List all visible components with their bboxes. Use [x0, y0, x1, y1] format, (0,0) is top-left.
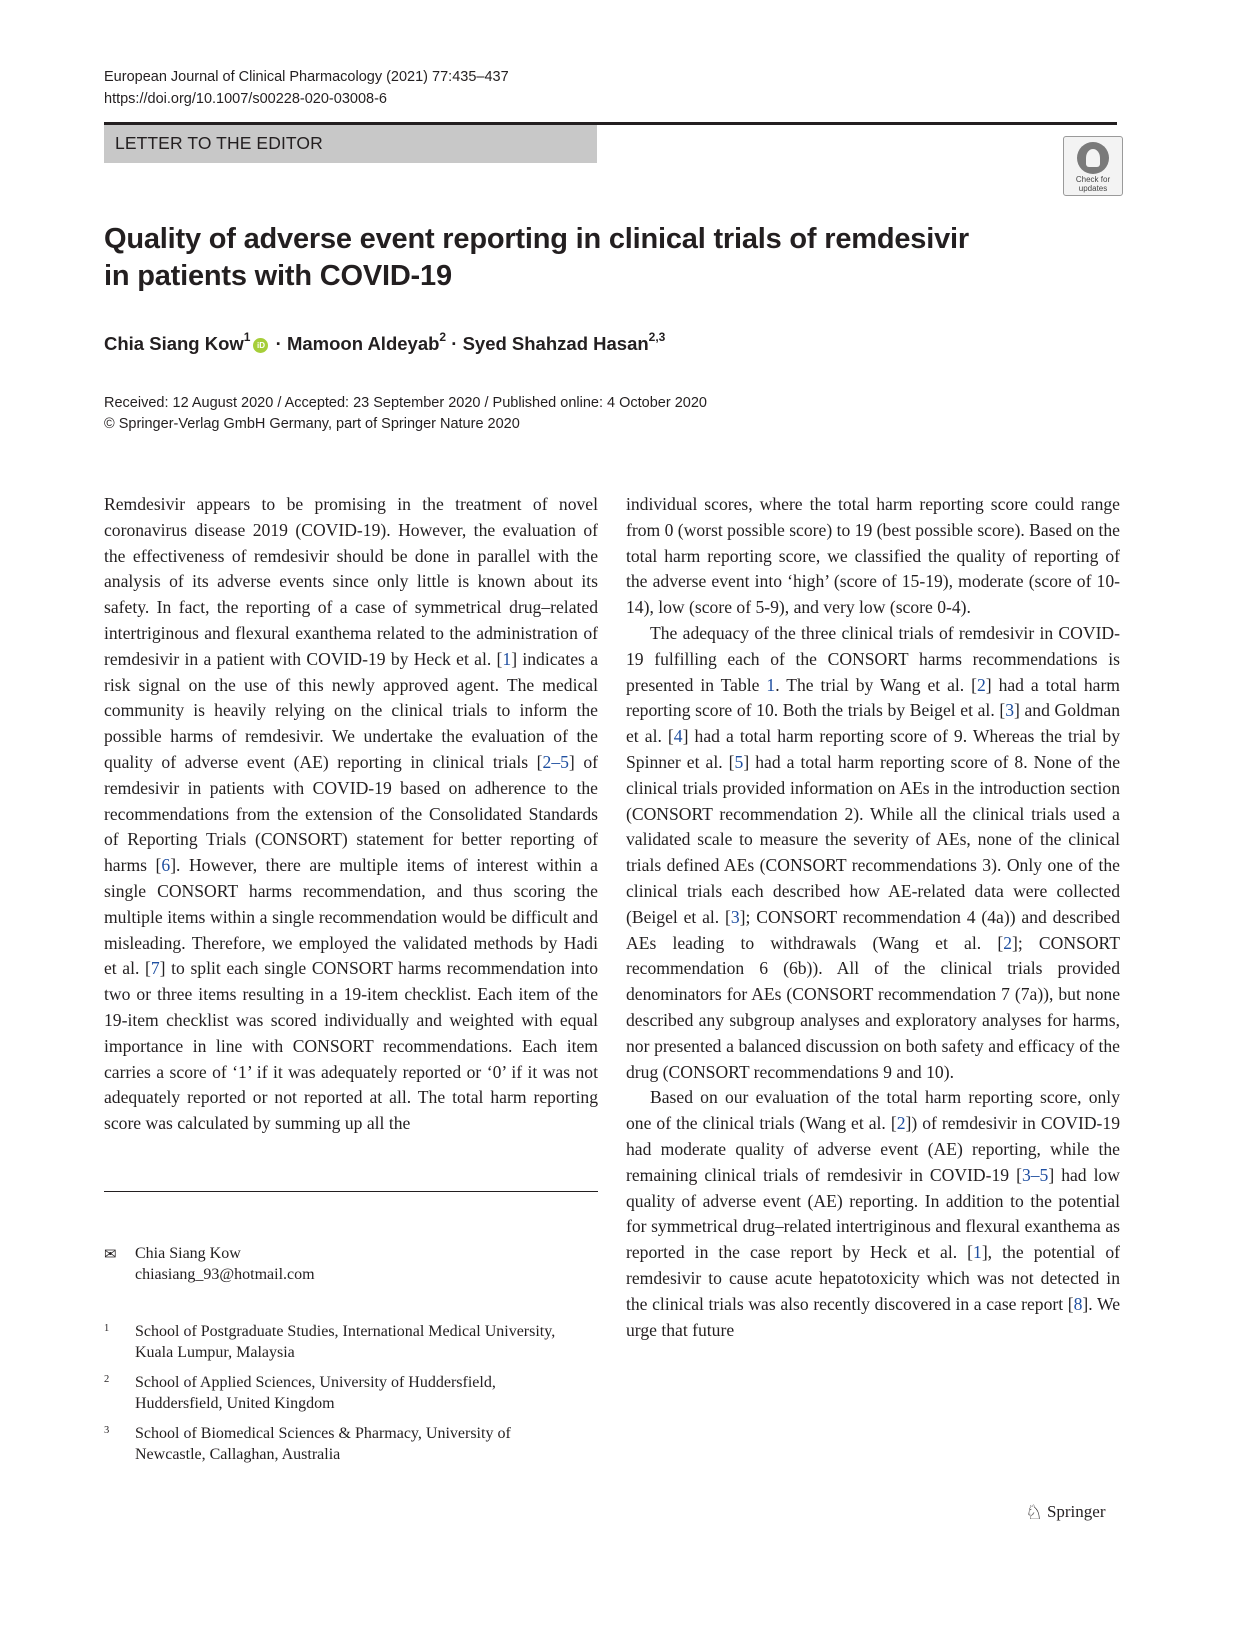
body-text: Remdesivir appears to be promising in the treatment of novel coronavirus disease 2019 (COVID-19). However, the evaluation of the effectiveness of remdesivir should be done in parallel with the analysis of its adverse events since only little is known about its safety. In fact, the reporting of a case of symmetrical drug–related intertriginous and flexural exanthema related to the administration of remdesivir in a patient with COVID-19 by Heck et al. [ — [104, 494, 598, 669]
author-affiliation-marker: 2,3 — [648, 330, 666, 344]
body-paragraph — [626, 1085, 1120, 1343]
article-title — [104, 221, 1004, 295]
reference-link[interactable]: 1 — [502, 648, 512, 669]
crossmark-label-2: updates — [1078, 183, 1108, 193]
body-text: ] had a total harm reporting score of 10. Both the trials by Beigel et al. [ — [626, 674, 1120, 721]
author-affiliation-marker: 1 — [243, 330, 251, 344]
reference-link[interactable]: 3 — [1005, 700, 1014, 721]
crossmark-label-1: Check for — [1075, 175, 1111, 184]
body-text: ]. However, there are multiple items of interest within a single CONSORT harms recommendation, and thus scoring the multiple items within a single recommendation would be difficult and misleading. Therefore, we employed the validated methods by Hadi et al. [ — [104, 855, 598, 979]
title-line-2: in patients with COVID-19 — [104, 260, 452, 292]
reference-link[interactable]: 8 — [1073, 1293, 1083, 1314]
reference-link[interactable]: 6 — [161, 855, 171, 876]
body-text: ] indicates a risk signal on the use of this newly approved agent. The medical community is heavily relying on the clinical trials to inform the possible harms of remdesivir. We undertake the evaluation of the quality of adverse event (AE) reporting in clinical trials [ — [104, 648, 598, 772]
corresponding-author — [104, 1243, 315, 1285]
reference-link[interactable]: 4 — [673, 726, 683, 747]
author-name[interactable]: Chia Siang Kow — [104, 333, 244, 355]
body-text: ] had low quality of adverse event (AE) reporting. In addition to the potential for symmetrical drug–related intertriginous and flexural exanthema as reported in the case report by Heck et al. [ — [626, 1164, 1120, 1263]
journal-citation: European Journal of Clinical Pharmacology (2021) 77:435–437 — [104, 69, 509, 85]
body-text: ]; CONSORT recommendation 4 (4a)) and described AEs leading to withdrawals (Wang et al. [ — [626, 906, 1120, 953]
author-name[interactable]: Syed Shahzad Hasan — [462, 333, 649, 355]
body-paragraph — [626, 621, 1120, 1085]
orcid-icon[interactable]: iD — [253, 338, 268, 353]
reference-link[interactable]: 2–5 — [542, 751, 569, 772]
affiliation-number: 3 — [104, 1425, 110, 1436]
body-text: ]; CONSORT recommendation 6 (6b)). All of the clinical trials provided denominators for AEs (CONSORT recommendation 7 (7a)), but none described any subgroup analyses and exploratory analyses for harms, nor presented a balanced discussion on both safety and efficacy of the drug (CONSORT recommendations 9 and 10). — [626, 932, 1120, 1082]
affiliation-line: School of Postgraduate Studies, International Medical University, — [135, 1323, 556, 1340]
reference-link[interactable]: 2 — [896, 1113, 906, 1134]
affiliation-line: Newcastle, Callaghan, Australia — [135, 1446, 341, 1463]
affiliation-number: 1 — [104, 1323, 110, 1334]
body-left-column — [104, 492, 598, 1137]
body-text: ]) of remdesivir in COVID-19 had moderate quality of adverse event (AE) reporting, while the remaining clinical trials of remdesivir in COVID-19 [ — [626, 1113, 1120, 1185]
reference-link[interactable]: 3 — [730, 906, 740, 927]
affiliation-item — [104, 1372, 598, 1414]
body-text: . The trial by Wang et al. [ — [775, 674, 977, 695]
crossmark-icon — [1077, 142, 1109, 174]
affiliation-item — [104, 1423, 598, 1465]
section-label-bar — [104, 125, 597, 163]
copyright-line: © Springer-Verlag GmbH Germany, part of Springer Nature 2020 — [104, 416, 520, 432]
title-line-1: Quality of adverse event reporting in clinical trials of remdesivir — [104, 223, 969, 255]
affiliation-line: School of Biomedical Sciences & Pharmacy, University of — [135, 1425, 511, 1442]
author-affiliation-marker: 2 — [439, 330, 447, 344]
affiliation-line: Kuala Lumpur, Malaysia — [135, 1344, 295, 1361]
reference-link[interactable]: 3–5 — [1021, 1164, 1049, 1185]
publisher-name: Springer — [1046, 1502, 1106, 1521]
affiliation-line: School of Applied Sciences, University of Huddersfield, — [135, 1374, 496, 1391]
affiliation-item — [104, 1321, 598, 1363]
author-separator: · — [275, 333, 282, 355]
section-label: LETTER TO THE EDITOR — [115, 133, 323, 153]
reference-link[interactable]: 1 — [973, 1242, 982, 1263]
body-right-column — [626, 492, 1120, 1343]
footnote-divider — [104, 1191, 598, 1192]
corresponding-email[interactable]: chiasiang_93@hotmail.com — [135, 1266, 315, 1283]
author-separator: · — [451, 333, 458, 355]
springer-horse-icon: ♘ — [1025, 1502, 1043, 1524]
corresponding-name: Chia Siang Kow — [135, 1245, 241, 1262]
affiliation-line: Huddersfield, United Kingdom — [135, 1395, 335, 1412]
reference-link[interactable]: 7 — [150, 958, 160, 979]
body-text: ] had a total harm reporting score of 9. Whereas the trial by Spinner et al. [ — [626, 726, 1120, 772]
body-text: ] and Goldman et al. [ — [626, 700, 1120, 747]
body-text: ] to split each single CONSORT harms recommendation into two or three items resulting in a 19-item checklist. Each item of the 19-item checklist was scored individually and weighted with equal importance in line with CONSORT recommendations. Each item carries a score of ‘1’ if it was adequately reported or ‘0’ if it was not adequately reported or not reported at all. The total harm reporting score was calculated by summing up all the — [104, 958, 598, 1134]
body-text: individual scores, where the total harm reporting score could range from 0 (worst possible score) to 19 (best possible score). Based on the total harm reporting score, we classified the quality of reporting of the adverse event into ‘high’ (score of 15-19), moderate (score of 10-14), low (score of 5-9), and very low (score 0-4). — [626, 494, 1120, 618]
dates-line: Received: 12 August 2020 / Accepted: 23 September 2020 / Published online: 4 October 2020 — [104, 395, 707, 411]
author-list — [104, 332, 665, 355]
publication-dates — [104, 393, 707, 435]
reference-link[interactable]: 5 — [734, 751, 744, 772]
publisher-logo — [1025, 1500, 1105, 1525]
body-text: ]. We urge that future — [626, 1293, 1120, 1340]
reference-link[interactable]: 1 — [766, 674, 776, 695]
check-for-updates-button[interactable] — [1063, 136, 1123, 196]
reference-link[interactable]: 2 — [1003, 932, 1012, 953]
body-text: Based on our evaluation of the total harm reporting score, only one of the clinical trials (Wang et al. [ — [626, 1087, 1120, 1134]
body-text: The adequacy of the three clinical trials of remdesivir in COVID-19 fulfilling each of the CONSORT harms recommendations is presented in Table — [626, 622, 1120, 695]
envelope-icon: ✉ — [104, 1247, 117, 1263]
doi-link[interactable]: https://doi.org/10.1007/s00228-020-03008-6 — [104, 91, 387, 107]
body-paragraph — [104, 492, 598, 1137]
author-name[interactable]: Mamoon Aldeyab — [286, 333, 440, 355]
affiliation-number: 2 — [104, 1374, 110, 1385]
body-paragraph — [626, 492, 1120, 621]
journal-header — [104, 66, 509, 110]
body-text: ] of remdesivir in patients with COVID-19 based on adherence to the recommendations from the extension of the Consolidated Standards of Reporting Trials (CONSORT) statement for better reporting of harms [ — [104, 751, 598, 876]
body-text: ], the potential of remdesivir to cause acute hepatotoxicity which was not detected in the clinical trials was also recently discovered in a case report [ — [626, 1242, 1120, 1314]
body-text: ] had a total harm reporting score of 8. None of the clinical trials provided information on AEs in the introduction section (CONSORT recommendation 2). While all the clinical trials used a validated scale to measure the severity of AEs, none of the clinical trials defined AEs (CONSORT recommendations 3). Only one of the clinical trials each described how AE-related data were collected (Beigel et al. [ — [626, 751, 1121, 927]
reference-link[interactable]: 2 — [976, 674, 986, 695]
